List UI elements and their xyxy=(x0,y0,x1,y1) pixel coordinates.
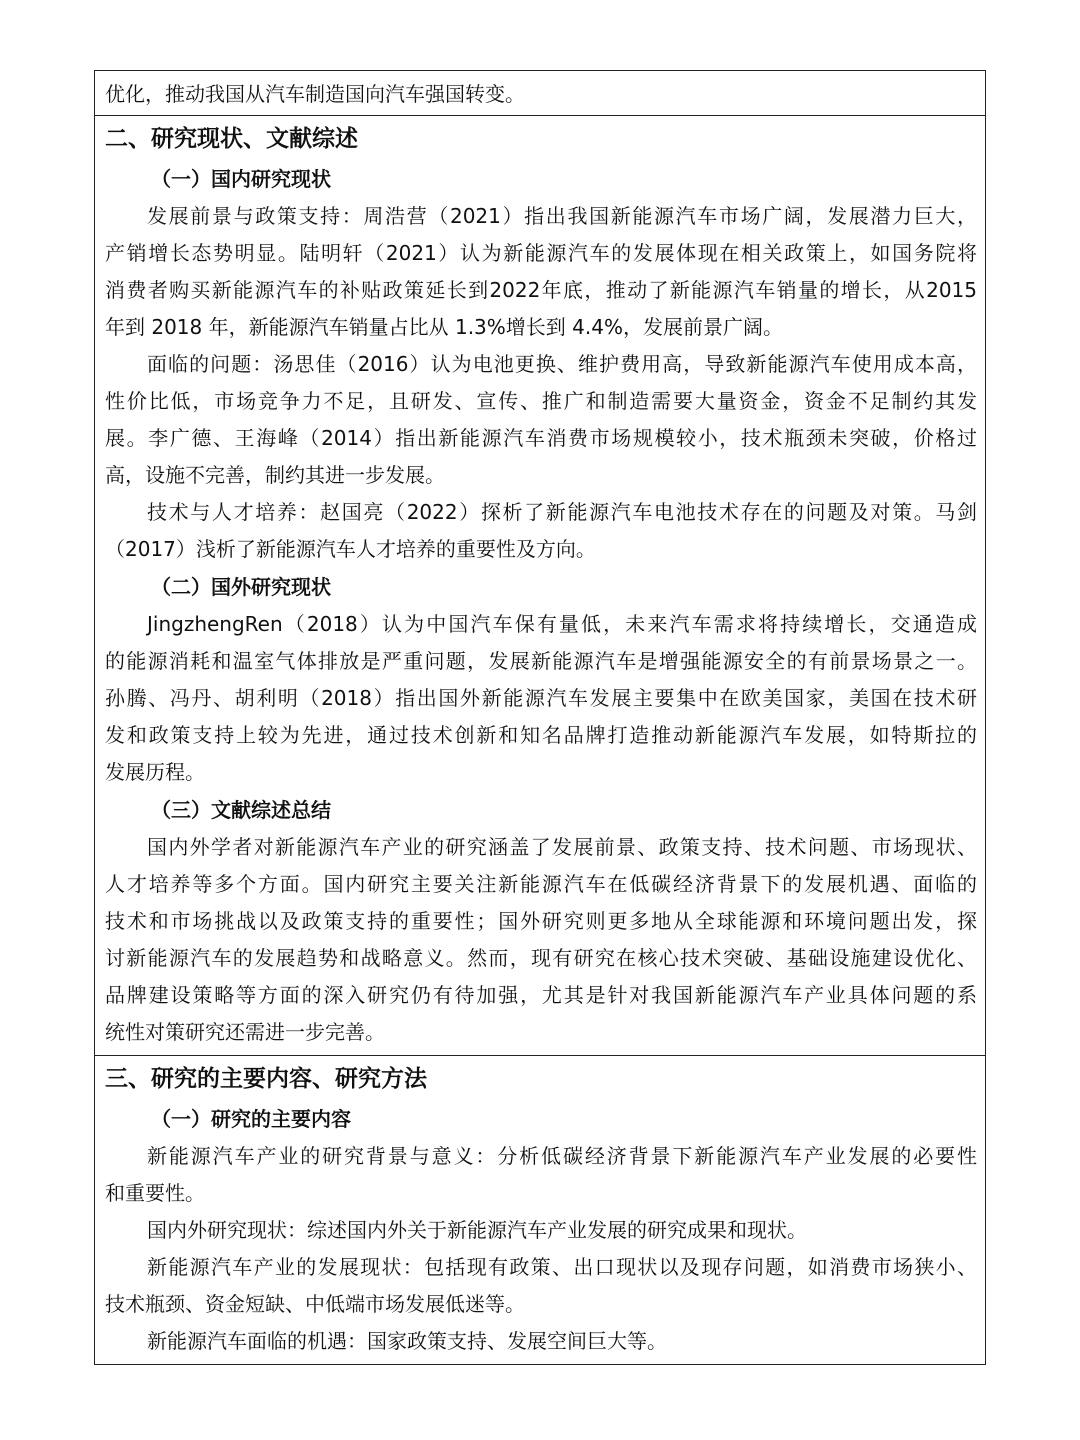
paragraph-foreign xyxy=(105,606,977,791)
paragraph-opportunities xyxy=(105,1323,977,1360)
paragraph-line: JingzhengRen（2018）认为中国汽车保有量低，未来汽车需求将持续增长，交通造成 xyxy=(147,612,977,636)
paragraph-line: 年到 2018 年，新能源汽车销量占比从 1.3%增长到 4.4%，发展前景广阔。 xyxy=(105,315,783,339)
paragraph-line: 人才培养等多个方面。国内研究主要关注新能源汽车在低碳经济背景下的发展机遇、面临的 xyxy=(105,872,977,896)
sub-title-foreign: （二）国外研究现状 xyxy=(151,575,331,599)
paragraph-line: 孙腾、冯丹、胡利明（2018）指出国外新能源汽车发展主要集中在欧美国家，美国在技术研 xyxy=(105,686,977,710)
paragraph-line: 展。李广德、王海峰（2014）指出新能源汽车消费市场规模较小，技术瓶颈未突破，价格过 xyxy=(105,426,977,450)
paragraph-line: 技术和市场挑战以及政策支持的重要性；国外研究则更多地从全球能源和环境问题出发，探 xyxy=(105,909,977,933)
paragraph-line: （2017）浅析了新能源汽车人才培养的重要性及方向。 xyxy=(105,537,596,561)
section-3-cell xyxy=(95,1055,985,1364)
paragraph-line: 高，设施不完善，制约其进一步发展。 xyxy=(105,463,445,487)
intro-cell xyxy=(95,71,985,115)
paragraph-line: 和重要性。 xyxy=(105,1181,205,1205)
paragraph-line: 品牌建设策略等方面的深入研究仍有待加强，尤其是针对我国新能源汽车产业具体问题的系 xyxy=(105,983,977,1007)
paragraph-talent xyxy=(105,494,977,568)
paragraph-line: 新能源汽车产业的研究背景与意义：分析低碳经济背景下新能源汽车产业发展的必要性 xyxy=(147,1144,977,1168)
paragraph-line: 新能源汽车面临的机遇：国家政策支持、发展空间巨大等。 xyxy=(147,1329,667,1353)
paragraph-line: 统性对策研究还需进一步完善。 xyxy=(105,1020,385,1044)
paragraph-development-status xyxy=(105,1249,977,1323)
paragraph-research-status xyxy=(105,1212,977,1249)
paragraph-line: 的能源消耗和温室气体排放是严重问题，发展新能源汽车是增强能源安全的有前景场景之一。 xyxy=(105,649,977,673)
section-2-title: 二、研究现状、文献综述 xyxy=(105,126,358,152)
document-table xyxy=(94,70,986,1365)
paragraph-line: 国内外学者对新能源汽车产业的研究涵盖了发展前景、政策支持、技术问题、市场现状、 xyxy=(147,835,977,859)
paragraph-line: 发展前景与政策支持：周浩营（2021）指出我国新能源汽车市场广阔，发展潜力巨大， xyxy=(147,204,977,228)
paragraph-problems xyxy=(105,346,977,494)
paragraph-line: 性价比低，市场竞争力不足，且研发、宣传、推广和制造需要大量资金，资金不足制约其发 xyxy=(105,389,977,413)
paragraph-line: 发展历程。 xyxy=(105,760,205,784)
paragraph-line: 新能源汽车产业的发展现状：包括现有政策、出口现状以及现存问题，如消费市场狭小、 xyxy=(147,1255,977,1279)
intro-line: 优化，推动我国从汽车制造国向汽车强国转变。 xyxy=(105,82,525,106)
paragraph-line: 讨新能源汽车的发展趋势和战略意义。然而，现有研究在核心技术突破、基础设施建设优化、 xyxy=(105,946,977,970)
sub-title-summary: （三）文献综述总结 xyxy=(151,798,331,822)
paragraph-background xyxy=(105,1138,977,1212)
section-3-title: 三、研究的主要内容、研究方法 xyxy=(105,1066,427,1092)
sub-title-domestic: （一）国内研究现状 xyxy=(151,167,331,191)
paragraph-line: 技术与人才培养：赵国亮（2022）探析了新能源汽车电池技术存在的问题及对策。马剑 xyxy=(147,500,977,524)
section-2-cell xyxy=(95,115,985,1055)
paragraph-line: 国内外研究现状：综述国内外关于新能源汽车产业发展的研究成果和现状。 xyxy=(147,1218,807,1242)
paragraph-line: 发和政策支持上较为先进，通过技术创新和知名品牌打造推动新能源汽车发展，如特斯拉的 xyxy=(105,723,977,747)
paragraph-line: 面临的问题：汤思佳（2016）认为电池更换、维护费用高，导致新能源汽车使用成本高， xyxy=(147,352,977,376)
sub-title-main-content: （一）研究的主要内容 xyxy=(151,1107,351,1131)
paragraph-summary xyxy=(105,829,977,1051)
paragraph-prospects xyxy=(105,198,977,346)
paragraph-line: 技术瓶颈、资金短缺、中低端市场发展低迷等。 xyxy=(105,1292,525,1316)
paragraph-line: 产销增长态势明显。陆明轩（2021）认为新能源汽车的发展体现在相关政策上，如国务院将 xyxy=(105,241,977,265)
paragraph-line: 消费者购买新能源汽车的补贴政策延长到2022年底，推动了新能源汽车销量的增长，从2015 xyxy=(105,278,977,302)
